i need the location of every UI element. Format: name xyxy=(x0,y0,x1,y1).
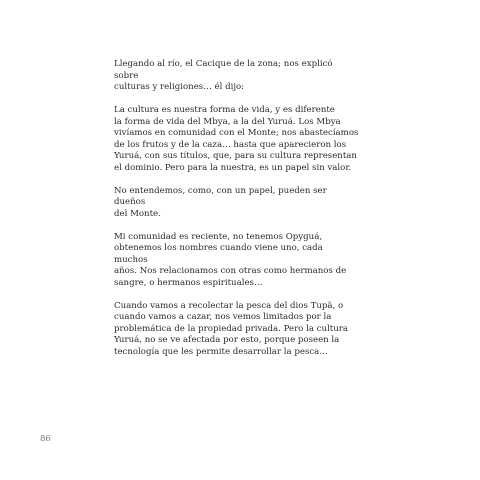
paragraph-3: No entendemos, como, con un papel, pueden ser dueños del Monte. xyxy=(114,185,327,219)
paragraph-1: Llegando al río, el Cacique de la zona; nos explicó sobre culturas y religiones… él dijo: xyxy=(114,59,333,92)
page-number: 86 xyxy=(40,434,51,444)
paragraph-2: La cultura es nuestra forma de vida, y es diferente la forma de vida del Mbya, a la del Yuruá. Los Mbya vivíamos en comunidad con el Monte; nos abastecíamos de los frutos y de la caza… hasta que aparecieron los Yuruá, con sus títulos, que, para su cultura representan el dominio. Pero para la nuestra, es un papel sin valor. xyxy=(114,105,359,173)
paragraph-4: Mi comunidad es reciente, no tenemos Opyguá, obtenemos los nombres cuando viene uno, cada muchos años. Nos relacionamos con otras como hermanos de sangre, o hermanos espirituales… xyxy=(114,231,347,288)
paragraph-5: Cuando vamos a recolectar la pesca del dios Tupã, o cuando vamos a cazar, nos vemos limitados por la problemática de la propiedad privada. Pero la cultura Yuruá, no se ve afectada por esto, porque poseen la tecnología que les permite desarrollar la pesca… xyxy=(114,300,348,357)
body-text xyxy=(114,59,359,370)
